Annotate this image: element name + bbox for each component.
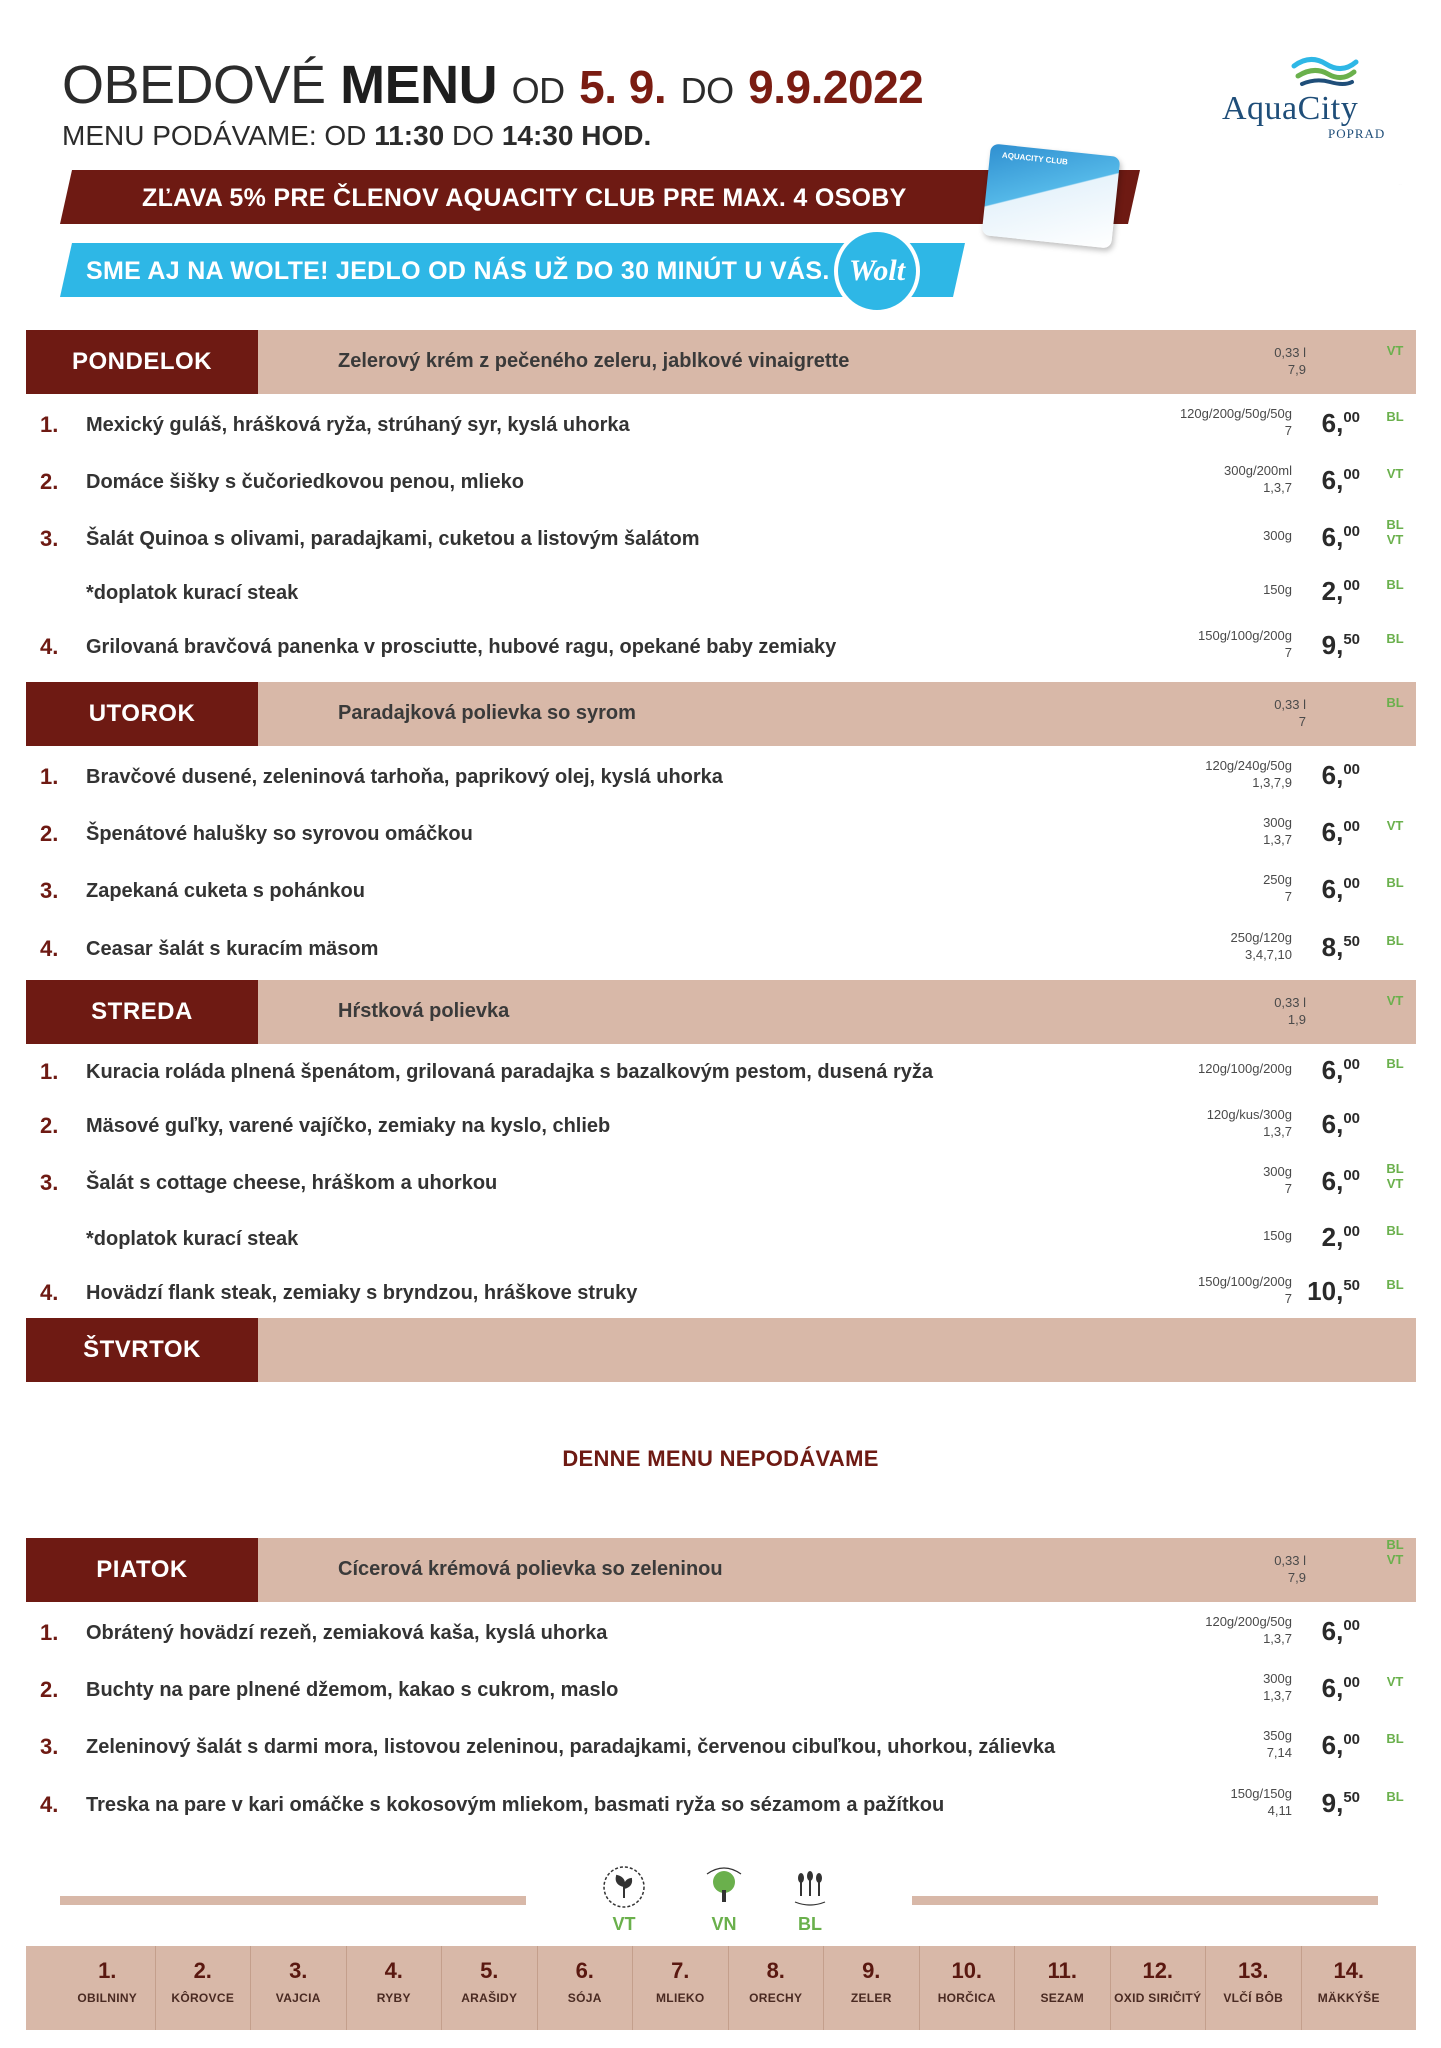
- diet-tag: BL: [1386, 1056, 1404, 1071]
- price-main: 6,: [1321, 522, 1344, 552]
- allergen-name: VAJCIA: [275, 1991, 321, 2005]
- price-cents: 00: [1343, 1223, 1360, 1240]
- weight-value: 120g/240g/50g: [1205, 758, 1292, 773]
- dish-name: Bravčové dusené, zeleninová tarhoňa, paprikový olej, kyslá uhorka: [86, 766, 723, 788]
- menu-item: [26, 626, 1416, 670]
- menu-item: [26, 572, 1416, 616]
- title-to: DO: [680, 70, 734, 111]
- allergen-name: SEZAM: [1040, 1991, 1084, 2005]
- legend-code-vt: VT: [612, 1914, 636, 1934]
- item-number: 4.: [40, 1280, 59, 1305]
- discount-text: ZĽAVA 5% PRE ČLENOV AQUACITY CLUB PRE MAX. 4 OSOBY: [142, 184, 907, 212]
- dish-allergens: 1,3,7: [1263, 1123, 1292, 1139]
- allergen-item: [728, 1946, 824, 2030]
- date-to: 9.9.2022: [748, 61, 924, 113]
- allergen-item: [1110, 1946, 1206, 2030]
- allergen-number: 9.: [862, 1958, 881, 1983]
- weight-value: 150g/150g: [1230, 1786, 1292, 1801]
- price-cents: 50: [1343, 1277, 1360, 1294]
- allergen-item: [919, 1946, 1015, 2030]
- menu-item: [26, 1272, 1416, 1316]
- item-number: 3.: [40, 878, 59, 903]
- allergen-name: ORECHY: [749, 1991, 803, 2005]
- dish-weight: [1263, 872, 1292, 906]
- allergen-name: KÔROVCE: [171, 1991, 235, 2005]
- dish-name: Šalát s cottage cheese, hráškom a uhorkou: [86, 1172, 498, 1194]
- dish-price: [1322, 522, 1360, 553]
- title-from: OD: [511, 70, 565, 111]
- serving-mid: DO: [452, 120, 495, 151]
- dish-price: [1307, 1276, 1360, 1307]
- price-cents: 00: [1343, 761, 1360, 778]
- soup-volume: [1274, 697, 1306, 731]
- club-card-image: [982, 143, 1121, 248]
- day-name: UTOROK: [26, 682, 258, 746]
- price-main: 6,: [1321, 1730, 1344, 1760]
- soup-volume-value: 0,33 l: [1274, 1553, 1306, 1568]
- menu-item: [26, 870, 1416, 914]
- allergen-number: 11.: [1047, 1958, 1077, 1983]
- price-main: 6,: [1321, 1166, 1344, 1196]
- weight-value: 150g: [1263, 582, 1292, 597]
- item-number: 1.: [40, 412, 59, 437]
- dish-name: Grilovaná bravčová panenka v prosciutte, hubové ragu, opekané baby zemiaky: [86, 636, 837, 658]
- weight-value: 300g: [1263, 1671, 1292, 1686]
- soup-volume-value: 0,33 l: [1274, 697, 1306, 712]
- diet-tag: BL VT: [1386, 517, 1404, 547]
- weight-value: 250g: [1263, 872, 1292, 887]
- allergen-item: [60, 1946, 155, 2030]
- dish-name: Mäsové guľky, varené vajíčko, zemiaky na kyslo, chlieb: [86, 1115, 611, 1137]
- diet-tag: BL: [1386, 1789, 1404, 1804]
- price-main: 2,: [1321, 576, 1344, 606]
- weight-value: 120g/100g/200g: [1198, 1061, 1292, 1076]
- day-header-2: [26, 980, 1416, 1044]
- allergen-number: 7.: [671, 1958, 690, 1983]
- item-number: 2.: [40, 821, 59, 846]
- diet-tag: BL: [1386, 1223, 1404, 1238]
- menu-item: [26, 1051, 1416, 1095]
- price-main: 6,: [1321, 408, 1344, 438]
- dish-weight: [1231, 1786, 1292, 1820]
- menu-item: [26, 1105, 1416, 1149]
- menu-item: [26, 928, 1416, 972]
- day-name: ŠTVRTOK: [26, 1318, 258, 1382]
- no-menu-notice: DENNE MENU NEPODÁVAME: [562, 1446, 879, 1471]
- dish-weight: [1180, 406, 1292, 440]
- item-number: 2.: [40, 1677, 59, 1702]
- menu-item: [26, 461, 1416, 505]
- diet-tag: VT: [1386, 818, 1404, 833]
- dish-price: [1322, 576, 1360, 607]
- price-main: 6,: [1321, 817, 1344, 847]
- legend-vegetarian: [596, 1862, 652, 1935]
- day-header-0: [26, 330, 1416, 394]
- soup-allergens: 7: [1298, 713, 1306, 729]
- day-name: PIATOK: [26, 1538, 258, 1602]
- menu-title: [62, 55, 924, 115]
- legend-gluten-free: [782, 1862, 838, 1935]
- weight-value: 120g/200g/50g: [1205, 1614, 1292, 1629]
- dish-allergens: 7: [1284, 1290, 1292, 1306]
- soup-diet-tag: BL VT: [1386, 1537, 1404, 1567]
- allergen-name: MLIEKO: [656, 1991, 705, 2005]
- dish-allergens: 7: [1284, 1180, 1292, 1196]
- allergen-name: RYBY: [376, 1991, 411, 2005]
- legend-divider-right: [912, 1896, 1378, 1905]
- serving-to: 14:30: [501, 120, 574, 151]
- dish-allergens: 7,14: [1266, 1744, 1292, 1760]
- diet-tag: VT: [1386, 1674, 1404, 1689]
- soup-volume-value: 0,33 l: [1274, 345, 1306, 360]
- allergen-number: 3.: [289, 1958, 308, 1983]
- allergen-item: [1014, 1946, 1110, 2030]
- dish-name: *doplatok kurací steak: [86, 582, 299, 604]
- price-cents: 50: [1343, 933, 1360, 950]
- dish-price: [1322, 1788, 1360, 1819]
- wolt-text: SME AJ NA WOLTE! JEDLO OD NÁS UŽ DO 30 MINÚT U VÁS.: [86, 257, 830, 285]
- dish-weight: [1263, 528, 1292, 545]
- item-number: 4.: [40, 1792, 59, 1817]
- serving-from: 11:30: [374, 120, 445, 151]
- dish-price: [1322, 408, 1360, 439]
- menu-item: [26, 756, 1416, 800]
- dish-name: Zeleninový šalát s darmi mora, listovou zeleninou, paradajkami, červenou cibuľkou, uhorkou, zálievka: [86, 1736, 1056, 1758]
- soup-diet-tag: BL: [1386, 695, 1404, 710]
- allergen-number: 13.: [1237, 1958, 1269, 1983]
- allergen-item: [1205, 1946, 1301, 2030]
- dish-name: Kuracia roláda plnená špenátom, grilovaná paradajka s bazalkovým pestom, dusená ryža: [86, 1061, 933, 1083]
- price-cents: 00: [1343, 1167, 1360, 1184]
- price-cents: 00: [1343, 523, 1360, 540]
- dish-allergens: 1,3,7: [1263, 831, 1292, 847]
- day-header-3: [26, 1318, 1416, 1382]
- dish-name: Hovädzí flank steak, zemiaky s bryndzou, hráškove struky: [86, 1282, 638, 1304]
- diet-tag: BL: [1386, 1731, 1404, 1746]
- price-cents: 00: [1343, 1674, 1360, 1691]
- allergen-name: VLČÍ BÔB: [1223, 1991, 1284, 2005]
- vegetarian-food-icon: [599, 1862, 649, 1912]
- weight-value: 300g/200ml: [1224, 463, 1292, 478]
- item-number: 3.: [40, 1170, 59, 1195]
- soup-allergens: 1,9: [1287, 1011, 1306, 1027]
- menu-item: [26, 1784, 1416, 1828]
- dish-price: [1322, 1730, 1360, 1761]
- weight-value: 120g/kus/300g: [1206, 1107, 1292, 1122]
- dish-weight: [1263, 1164, 1292, 1198]
- dish-name: Šalát Quinoa s olivami, paradajkami, cuketou a listovým šalátom: [86, 528, 700, 550]
- diet-tag: BL VT: [1386, 1161, 1404, 1191]
- weight-value: 300g: [1263, 528, 1292, 543]
- allergen-number: 5.: [480, 1958, 499, 1983]
- dish-weight: [1224, 463, 1292, 497]
- diet-tag: BL: [1386, 631, 1404, 646]
- diet-tag: BL: [1386, 577, 1404, 592]
- dish-weight: [1263, 582, 1292, 599]
- price-main: 6,: [1321, 874, 1344, 904]
- dish-weight: [1198, 1061, 1292, 1078]
- allergen-number: 8.: [766, 1958, 785, 1983]
- price-cents: 00: [1343, 1617, 1360, 1634]
- item-number: 2.: [40, 469, 59, 494]
- dish-allergens: 1,3,7: [1263, 479, 1292, 495]
- soup-diet-tag: VT: [1386, 993, 1404, 1008]
- dish-name: Zapekaná cuketa s pohánkou: [86, 880, 365, 902]
- dish-price: [1322, 1055, 1360, 1086]
- allergen-name: OBILNINY: [77, 1991, 138, 2005]
- menu-item: [26, 813, 1416, 857]
- allergen-item: [346, 1946, 442, 2030]
- serving-hours: [62, 120, 651, 152]
- dish-weight: [1205, 758, 1292, 792]
- allergen-number: 14.: [1333, 1958, 1365, 1983]
- allergen-item: [155, 1946, 251, 2030]
- price-cents: 50: [1343, 1789, 1360, 1806]
- weight-value: 350g: [1263, 1728, 1292, 1743]
- menu-item: [26, 1218, 1416, 1262]
- item-number: 1.: [40, 1059, 59, 1084]
- item-number: 4.: [40, 936, 59, 961]
- dish-allergens: 7: [1284, 422, 1292, 438]
- weight-value: 250g/120g: [1230, 930, 1292, 945]
- allergen-number: 2.: [193, 1958, 212, 1983]
- allergen-legend: [26, 1946, 1416, 2030]
- dish-allergens: 4,11: [1267, 1802, 1292, 1818]
- item-number: 1.: [40, 1620, 59, 1645]
- dish-price: [1322, 1616, 1360, 1647]
- dish-allergens: 7: [1284, 644, 1292, 660]
- diet-tag: BL: [1386, 933, 1404, 948]
- diet-tag: BL: [1386, 1277, 1404, 1292]
- allergen-name: MÄKKÝŠE: [1317, 1991, 1380, 2005]
- title-light: OBEDOVÉ: [62, 55, 326, 115]
- price-cents: 00: [1343, 577, 1360, 594]
- weight-value: 150g/100g/200g: [1198, 628, 1292, 643]
- legend-divider-left: [60, 1896, 526, 1905]
- soup-name: Hŕstková polievka: [338, 1000, 510, 1022]
- price-cents: 50: [1343, 631, 1360, 648]
- price-cents: 00: [1343, 466, 1360, 483]
- price-cents: 00: [1343, 818, 1360, 835]
- item-number: 3.: [40, 1734, 59, 1759]
- dish-weight: [1207, 1107, 1292, 1141]
- club-card-label: AQUACITY CLUB: [1001, 150, 1069, 167]
- item-number: 3.: [40, 526, 59, 551]
- dish-price: [1322, 932, 1360, 963]
- weight-value: 150g/100g/200g: [1198, 1274, 1292, 1289]
- soup-allergens: 7,9: [1287, 361, 1306, 377]
- wolt-logo: [834, 228, 920, 314]
- allergen-name: HORČICA: [937, 1991, 996, 2005]
- allergen-number: 1.: [98, 1958, 117, 1983]
- soup-volume: [1274, 995, 1306, 1029]
- price-main: 6,: [1321, 1616, 1344, 1646]
- allergen-number: 10.: [951, 1958, 983, 1983]
- soup-name: Zelerový krém z pečeného zeleru, jablkové vinaigrette: [338, 350, 850, 372]
- title-bold: MENU: [340, 55, 498, 115]
- dish-name: Buchty na pare plnené džemom, kakao s cukrom, maslo: [86, 1679, 619, 1701]
- price-main: 6,: [1321, 760, 1344, 790]
- dish-price: [1322, 630, 1360, 661]
- dish-name: Obrátený hovädzí rezeň, zemiaková kaša, kyslá uhorka: [86, 1622, 608, 1644]
- allergen-number: 4.: [384, 1958, 403, 1983]
- dish-allergens: 1,3,7,9: [1252, 774, 1292, 790]
- item-number: 4.: [40, 634, 59, 659]
- allergen-item: [823, 1946, 919, 2030]
- allergen-name: OXID SIRIČITÝ: [1114, 1991, 1202, 2005]
- allergen-number: 6.: [575, 1958, 594, 1983]
- price-main: 9,: [1321, 630, 1344, 660]
- dish-weight: [1263, 815, 1292, 849]
- day-name: STREDA: [26, 980, 258, 1044]
- allergen-name: SÓJA: [567, 1991, 602, 2005]
- soup-name: Cícerová krémová polievka so zeleninou: [338, 1558, 723, 1580]
- menu-item: [26, 1726, 1416, 1770]
- allergen-item: [441, 1946, 537, 2030]
- item-number: 2.: [40, 1113, 59, 1138]
- legend-vegan: [696, 1862, 752, 1935]
- dish-name: Domáce šišky s čučoriedkovou penou, mlieko: [86, 471, 524, 493]
- dish-allergens: 1,3,7: [1263, 1687, 1292, 1703]
- allergen-item: [537, 1946, 633, 2030]
- menu-item: [26, 518, 1416, 562]
- dish-price: [1322, 1222, 1360, 1253]
- allergen-item: [632, 1946, 728, 2030]
- dish-name: Treska na pare v kari omáčke s kokosovým mliekom, basmati ryža so sézamom a pažítkou: [86, 1794, 945, 1816]
- dish-weight: [1198, 1274, 1292, 1308]
- dish-price: [1322, 1109, 1360, 1140]
- soup-name: Paradajková polievka so syrom: [338, 702, 636, 724]
- dish-allergens: 3,4,7,10: [1245, 946, 1292, 962]
- gluten-free-icon: [785, 1862, 835, 1912]
- menu-item: [26, 1162, 1416, 1206]
- wave-logo-icon: [1290, 52, 1360, 88]
- weight-value: 300g: [1263, 1164, 1292, 1179]
- legend-code-vn: VN: [711, 1914, 737, 1934]
- soup-allergens: 7,9: [1287, 1569, 1306, 1585]
- allergen-number: 12.: [1142, 1958, 1174, 1983]
- day-header-1: [26, 682, 1416, 746]
- soup-volume: [1274, 1553, 1306, 1587]
- price-cents: 00: [1343, 1056, 1360, 1073]
- price-main: 6,: [1321, 1055, 1344, 1085]
- dish-weight: [1205, 1614, 1292, 1648]
- price-main: 6,: [1321, 1109, 1344, 1139]
- dish-weight: [1198, 628, 1292, 662]
- aquacity-logo: [1212, 0, 1441, 210]
- menu-item: [26, 404, 1416, 448]
- dish-weight: [1231, 930, 1292, 964]
- diet-tag: BL: [1386, 875, 1404, 890]
- dish-name: *doplatok kurací steak: [86, 1228, 299, 1250]
- day-header-4: [26, 1538, 1416, 1602]
- price-main: 2,: [1321, 1222, 1344, 1252]
- diet-tag: VT: [1386, 466, 1404, 481]
- vegan-food-icon: [699, 1862, 749, 1912]
- weight-value: 120g/200g/50g/50g: [1179, 406, 1292, 421]
- dish-allergens: 1,3,7: [1263, 1630, 1292, 1646]
- dish-price: [1322, 1673, 1360, 1704]
- allergen-name: ARAŠIDY: [461, 1991, 518, 2005]
- menu-item: [26, 1612, 1416, 1656]
- legend-code-bl: BL: [798, 1914, 822, 1934]
- dish-name: Mexický guláš, hrášková ryža, strúhaný syr, kyslá uhorka: [86, 414, 630, 436]
- price-main: 10,: [1307, 1276, 1344, 1306]
- price-main: 6,: [1321, 1673, 1344, 1703]
- logo-name: AquaCity: [1222, 90, 1359, 127]
- weight-value: 300g: [1263, 815, 1292, 830]
- price-main: 9,: [1321, 1788, 1344, 1818]
- allergen-item: [1301, 1946, 1397, 2030]
- logo-sub: POPRAD: [1328, 126, 1386, 141]
- serving-prefix: MENU PODÁVAME: OD: [62, 120, 367, 151]
- dish-price: [1322, 874, 1360, 905]
- dish-price: [1322, 817, 1360, 848]
- item-number: 1.: [40, 764, 59, 789]
- allergen-item: [250, 1946, 346, 2030]
- price-cents: 00: [1343, 1731, 1360, 1748]
- dish-weight: [1263, 1671, 1292, 1705]
- dish-weight: [1263, 1228, 1292, 1245]
- price-main: 8,: [1321, 932, 1344, 962]
- soup-volume-value: 0,33 l: [1274, 995, 1306, 1010]
- price-cents: 00: [1343, 409, 1360, 426]
- weight-value: 150g: [1263, 1228, 1292, 1243]
- price-cents: 00: [1343, 1110, 1360, 1127]
- soup-diet-tag: VT: [1386, 343, 1404, 358]
- allergen-name: ZELER: [850, 1991, 892, 2005]
- dish-price: [1322, 760, 1360, 791]
- dish-weight: [1263, 1728, 1292, 1762]
- wolt-logo-text: Wolt: [848, 254, 906, 287]
- day-name: PONDELOK: [26, 330, 258, 394]
- soup-volume: [1274, 345, 1306, 379]
- serving-suffix: HOD.: [581, 120, 652, 151]
- menu-item: [26, 1669, 1416, 1713]
- diet-tag: BL: [1386, 409, 1404, 424]
- dish-allergens: 7: [1284, 888, 1292, 904]
- dish-price: [1322, 1166, 1360, 1197]
- date-from: 5. 9.: [579, 61, 667, 113]
- price-cents: 00: [1343, 875, 1360, 892]
- dish-price: [1322, 465, 1360, 496]
- price-main: 6,: [1321, 465, 1344, 495]
- dish-name: Ceasar šalát s kuracím mäsom: [86, 938, 379, 960]
- dish-name: Špenátové halušky so syrovou omáčkou: [86, 823, 473, 845]
